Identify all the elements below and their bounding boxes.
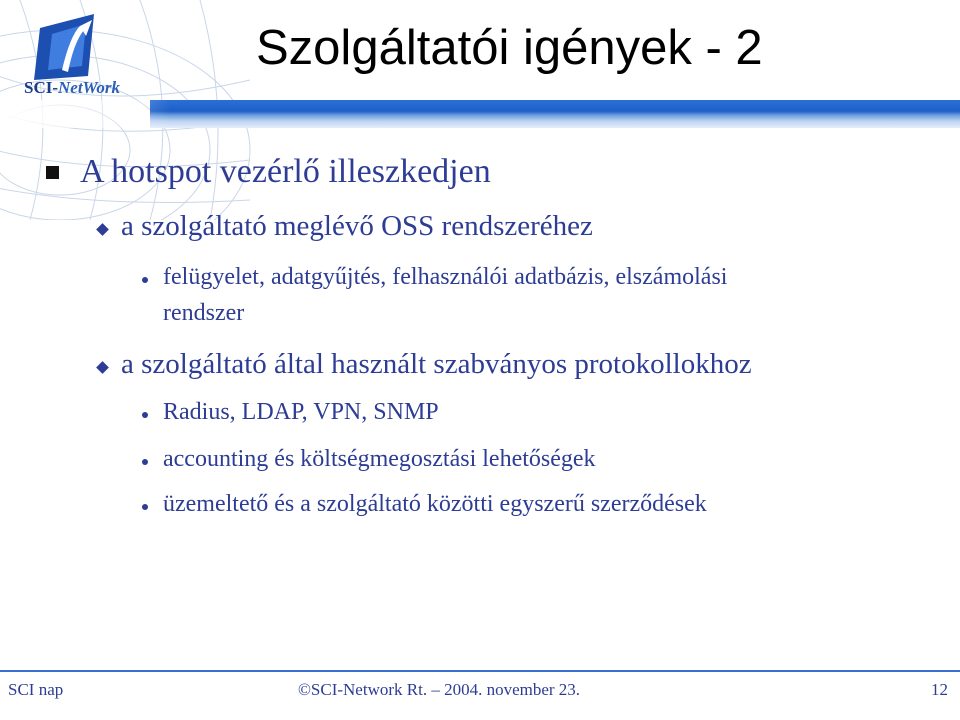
bullet-level0: A hotspot vezérlő illeszkedjen bbox=[80, 153, 491, 190]
logo-text-sci: SCI- bbox=[24, 78, 59, 97]
bullet-level1: a szolgáltató meglévő OSS rendszeréhez bbox=[121, 210, 593, 242]
bullet-level1: a szolgáltató által használt szabványos protokollokhoz bbox=[121, 348, 752, 380]
logo-text bbox=[24, 78, 120, 98]
slide-title: Szolgáltatói igények - 2 bbox=[256, 21, 763, 75]
square-bullet-icon bbox=[46, 166, 59, 179]
dot-bullet-icon bbox=[142, 412, 148, 418]
bullet-level2: Radius, LDAP, VPN, SNMP bbox=[163, 399, 439, 425]
slide-footer bbox=[0, 670, 960, 708]
bullet-level2-line1: felügyelet, adatgyűjtés, felhasználói adatbázis, elszámolási bbox=[163, 264, 728, 290]
footer-page-number: 12 bbox=[931, 680, 948, 699]
footer-event: SCI nap bbox=[8, 680, 64, 699]
diamond-bullet-icon bbox=[96, 223, 109, 236]
diamond-bullet-icon bbox=[96, 361, 109, 374]
dot-bullet-icon bbox=[142, 504, 148, 510]
dot-bullet-icon bbox=[142, 277, 148, 283]
title-accent-bar bbox=[150, 100, 960, 128]
bullet-level2: accounting és költségmegosztási lehetőségek bbox=[163, 446, 596, 472]
title-accent-bar-fade bbox=[0, 100, 170, 128]
logo-text-network: NetWork bbox=[58, 78, 121, 97]
footer-copyright: ©SCI-Network Rt. – 2004. november 23. bbox=[298, 680, 581, 699]
bullet-level2: üzemeltető és a szolgáltató közötti egyszerű szerződések bbox=[163, 491, 707, 517]
dot-bullet-icon bbox=[142, 459, 148, 465]
bullet-level2-line2: rendszer bbox=[163, 300, 245, 326]
